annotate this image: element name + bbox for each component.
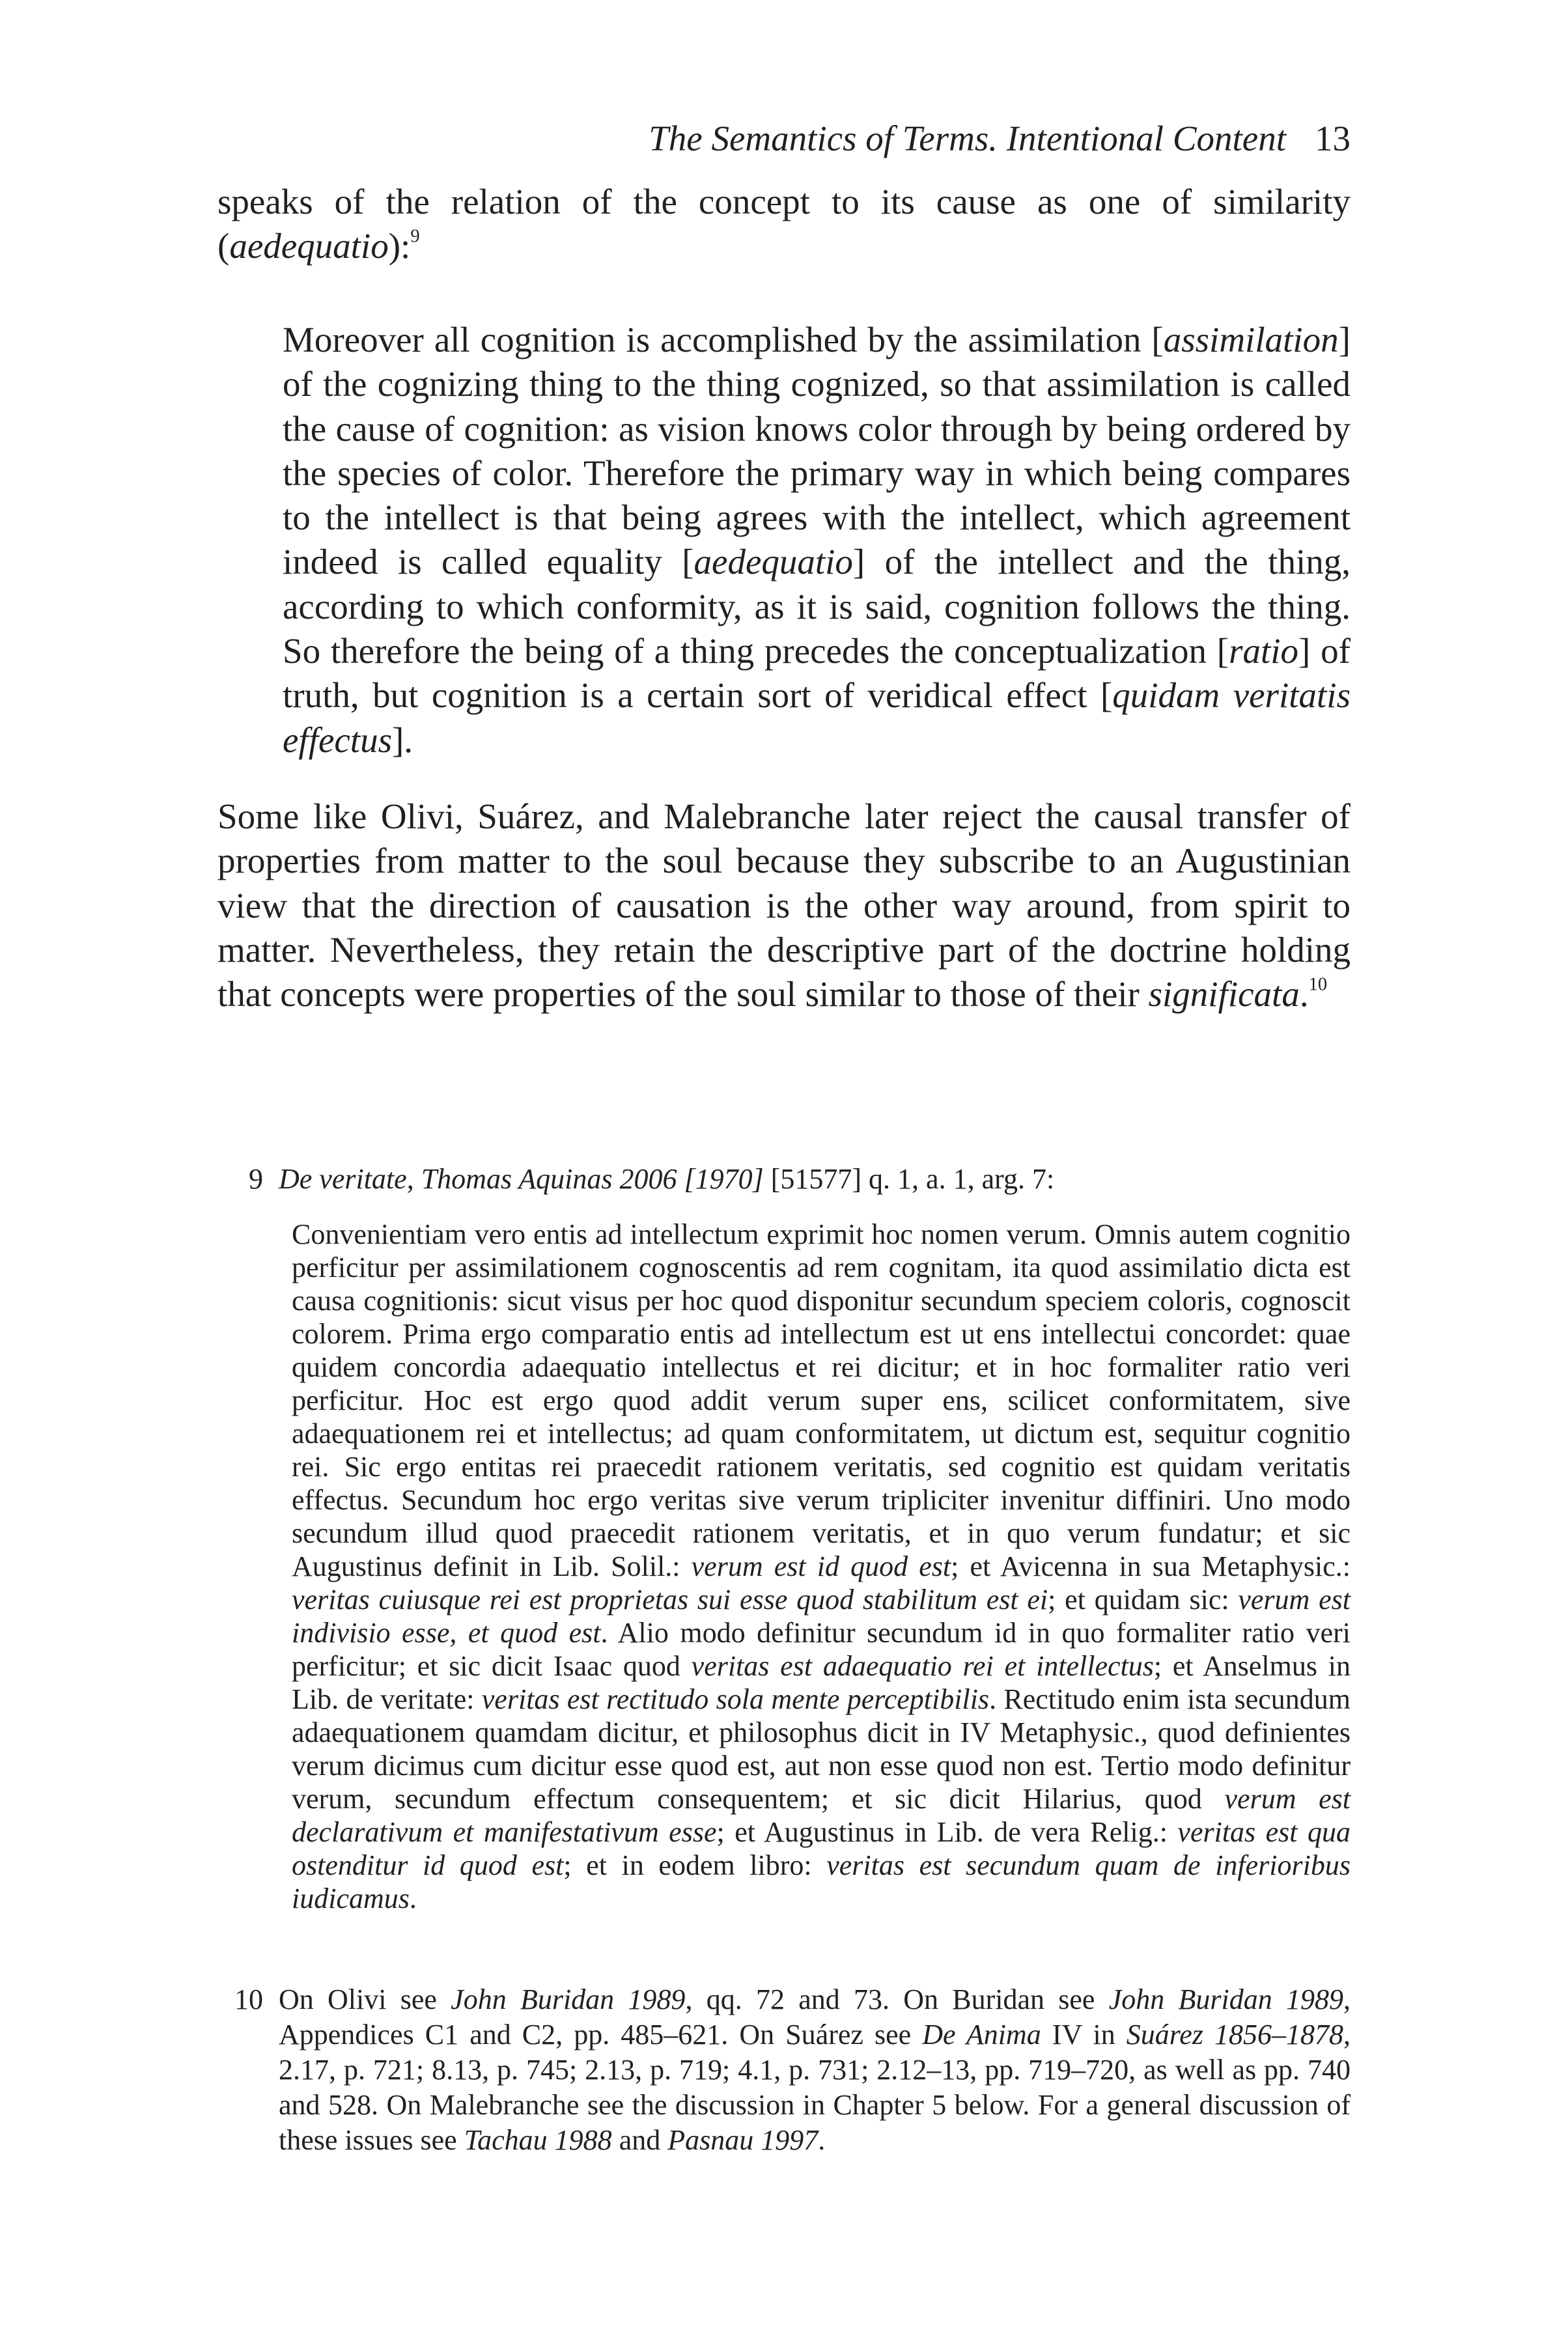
text-span: ; et Avicenna in sua Metaphysic.: — [951, 1550, 1351, 1582]
text-span: and — [611, 2124, 668, 2156]
text-span: , 2.17, p. 721; 8.13, p. 745; 2.13, p. 719; 4.1, p. 731; 2.12–13, pp. 719–720, as well as pp. 740 and 528. On Malebranche see the discussion in Chapter 5 below. For a general discussion of these issues see — [279, 2019, 1351, 2156]
italic-term: verum est id quod est — [691, 1550, 951, 1582]
running-header — [217, 116, 1351, 161]
text-span: . Rectitudo enim ista secundum adaequationem quamdam dicitur, et philosophus dicit in IV Metaphysic., quod definientes verum dicimus cum dicitur esse quod est, aut non esse quod non est. Tertio modo definitur verum, secundum effectum consequentem; et sic dicit Hilarius, quod — [292, 1683, 1351, 1815]
citation-reference: John Buridan 1989 — [451, 1983, 686, 2015]
text-span: ] of the cognizing thing to the thing cognized, so that assimilation is called the cause of cognition: as vision knows color through by being ordered by the species of color. Therefore the primary way in which being compares to the intellect is that being agrees with the intellect, which agreement indeed is called equality [ — [283, 320, 1351, 582]
paragraph-body — [217, 794, 1351, 1016]
citation-reference: Suárez 1856–1878 — [1126, 2019, 1344, 2051]
footnote-number: 10 — [234, 1983, 263, 2015]
citation-reference: John Buridan 1989 — [1108, 1983, 1343, 2015]
text-span: ; et in eodem libro: — [563, 1849, 827, 1881]
footnote-text — [279, 1982, 1351, 2158]
italic-term: veritas est rectitudo sola mente perceptibilis — [481, 1683, 990, 1715]
italic-term: verum est indivisio esse, et quod est — [292, 1584, 1351, 1649]
italic-term: veritas cuiusque rei est proprietas sui esse quod stabilitum est ei — [292, 1584, 1048, 1616]
footnote-ref-9[interactable]: 9 — [410, 227, 420, 247]
text-span: . — [1299, 974, 1309, 1015]
italic-term: quidam veritatis effectus — [283, 675, 1351, 760]
citation-reference: Thomas Aquinas 2006 [1970] — [421, 1163, 764, 1195]
italic-term: assimilation — [1163, 320, 1339, 359]
italic-term: veritas est qua ostenditur id quod est — [292, 1816, 1351, 1881]
text-span: On Olivi see — [279, 1983, 451, 2015]
text-span: , Appendices C1 and C2, pp. 485–621. On Suárez see — [279, 1983, 1351, 2051]
text-span: Some like Olivi, Suárez, and Malebranche later reject the causal transfer of properties from matter to the soul because they subscribe to an Augustinian view that the direction of causation is the other way around, from spirit to matter. Nevertheless, they retain the descriptive part of the doctrine holding that concepts were properties of the soul similar to those of their — [217, 796, 1351, 1015]
italic-term: veritas est adaequatio rei et intellectus — [691, 1650, 1154, 1682]
running-title: The Semantics of Terms. Intentional Content — [649, 119, 1286, 158]
text-span: speaks of the relation of the concept to its cause as one of similarity ( — [217, 182, 1351, 266]
block-quote — [283, 318, 1351, 763]
text-span: , qq. 72 and 73. On Buridan see — [685, 1983, 1109, 2015]
text-span: Moreover all cognition is accomplished by the assimilation [ — [283, 320, 1164, 359]
text-span: , — [406, 1163, 421, 1195]
paragraph-intro — [217, 180, 1351, 269]
text-span: ] of truth, but cognition is a certain sort of veridical effect [ — [283, 631, 1351, 716]
text-span: ; et Augustinus in Lib. de vera Relig.: — [716, 1816, 1178, 1848]
footnote-number: 9 — [249, 1163, 263, 1195]
text-span: ]. — [391, 720, 413, 760]
italic-term: verum est declarativum et manifestativum esse — [292, 1783, 1351, 1848]
italic-term: aedequatio — [229, 226, 389, 266]
page-number: 13 — [1315, 119, 1351, 158]
text-span: . — [818, 2124, 826, 2156]
text-span: IV in — [1041, 2019, 1127, 2051]
citation-reference: Tachau 1988 — [464, 2124, 612, 2156]
italic-term: significata — [1148, 974, 1300, 1015]
italic-term: De Anima — [922, 2019, 1041, 2051]
footnote-ref-10[interactable]: 10 — [1308, 974, 1328, 995]
text-span: [51577] q. 1, a. 1, arg. 7: — [763, 1163, 1055, 1195]
italic-term: De veritate — [279, 1163, 407, 1195]
text-span: ; et Anselmus in Lib. de veritate: — [292, 1650, 1351, 1715]
text-span: ] of the intellect and the thing, according to which conformity, as it is said, cognition follows the thing. So therefore the being of a thing precedes the conceptualization [ — [283, 542, 1351, 671]
text-span: . Alio modo definitur secundum id in quo formaliter ratio veri perficitur; et sic dicit Isaac quod — [292, 1617, 1351, 1682]
text-span: ): — [388, 226, 411, 266]
text-span: ; et quidam sic: — [1048, 1584, 1239, 1616]
text-span: . — [409, 1883, 417, 1914]
footnote-citation — [279, 1162, 1351, 1197]
italic-term: aedequatio — [693, 542, 853, 582]
text-span: Convenientiam vero entis ad intellectum exprimit hoc nomen verum. Omnis autem cognitio perficitur per assimilationem cognoscentis ad rem cognitam, ita quod assimilatio dicta est causa cognitionis: sicut visus per hoc quod disponitur secundum speciem coloris, cognoscit colorem. Prima ergo comparatio entis ad intellectum est ut ens intellectui concordet: quae quidem concordia adaequatio intellectus et rei dicitur; et in hoc formaliter ratio veri perficitur. Hoc est ergo quod addit verum super ens, scilicet conformitatem, sive adaequationem rei et intellectus; ad quam conformitatem, ut dictum est, sequitur cognitio rei. Sic ergo entitas rei praecedit rationem veritatis, sed cognitio est quidam veritatis effectus. Secundum hoc ergo veritas sive verum tripliciter invenitur diffiniri. Uno modo secundum illud quod praecedit rationem veritatis, et in quo verum fundatur; et sic Augustinus definit in Lib. Solil.: — [292, 1218, 1351, 1582]
italic-term: veritas est secundum quam de inferioribus iudicamus — [292, 1849, 1351, 1914]
italic-term: ratio — [1229, 631, 1299, 671]
footnote-latin-quote — [292, 1218, 1351, 1915]
citation-reference: Pasnau 1997 — [667, 2124, 819, 2156]
